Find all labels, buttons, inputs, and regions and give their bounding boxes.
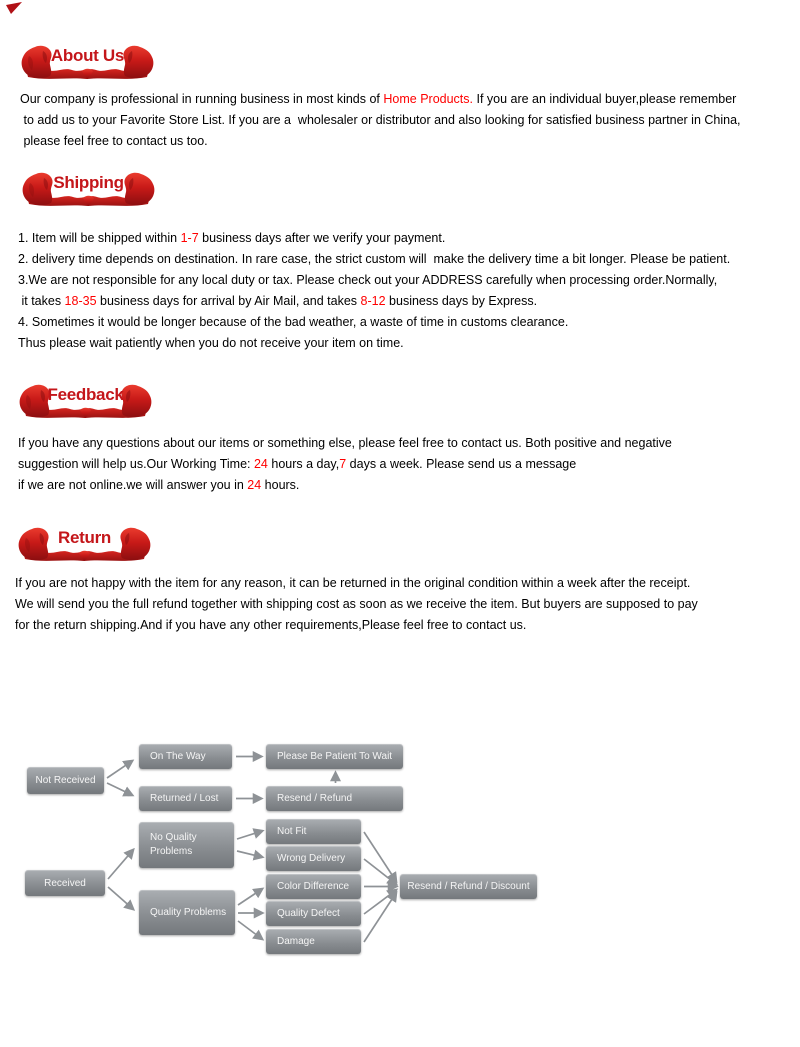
node-quality-defect: Quality Defect bbox=[266, 901, 361, 926]
node-no-quality-problems: No Quality Problems bbox=[139, 822, 234, 868]
return-title: Return bbox=[58, 528, 111, 547]
text-line: suggestion will help us.Our Working Time: 24 hours a day,7 days a week. Please send us a message bbox=[18, 457, 577, 471]
corner-ribbon-icon bbox=[6, 2, 26, 15]
about-us-banner bbox=[19, 44, 156, 81]
about-us-title: About Us bbox=[50, 46, 125, 65]
node-not-received: Not Received bbox=[27, 767, 104, 794]
flowchart-arrows bbox=[0, 735, 800, 975]
text-line: it takes 18-35 business days for arrival by Air Mail, and takes 8-12 business days by Express. bbox=[18, 294, 538, 308]
text-line: please feel free to contact us too. bbox=[20, 134, 208, 148]
text-line: for the return shipping.And if you have any other requirements,Please feel free to contact us. bbox=[15, 618, 527, 632]
node-resend-refund-discount: Resend / Refund / Discount bbox=[400, 874, 537, 899]
feedback-banner bbox=[17, 383, 154, 420]
node-wrong-delivery: Wrong Delivery bbox=[266, 846, 361, 871]
text-line: If you have any questions about our items or something else, please feel free to contact us. Both positive and negative bbox=[18, 436, 672, 450]
text-line: 1. Item will be shipped within 1-7 business days after we verify your payment. bbox=[18, 231, 446, 245]
text-line: 3.We are not responsible for any local duty or tax. Please check out your ADDRESS carefully when processing order.Normally, bbox=[18, 273, 718, 287]
text-line: We will send you the full refund together with shipping cost as soon as we receive the item. But buyers are supposed to pay bbox=[15, 597, 698, 611]
text-line: 4. Sometimes it would be longer because of the bad weather, a waste of time in customs clearance. bbox=[18, 315, 569, 329]
text-line: to add us to your Favorite Store List. If you are a wholesaler or distributor and also looking for satisfied business partner in China, bbox=[20, 113, 741, 127]
node-quality-problems: Quality Problems bbox=[139, 890, 235, 935]
shipping-paragraph bbox=[18, 228, 730, 354]
shipping-banner bbox=[20, 171, 157, 208]
return-paragraph bbox=[15, 573, 698, 636]
text-line: 2. delivery time depends on destination. In rare case, the strict custom will make the delivery time a bit longer. Please be patient. bbox=[18, 252, 731, 266]
text-line: If you are not happy with the item for any reason, it can be returned in the original condition within a week after the receipt. bbox=[15, 576, 691, 590]
node-received: Received bbox=[25, 870, 105, 896]
node-not-fit: Not Fit bbox=[266, 819, 361, 844]
text-line: Thus please wait patiently when you do not receive your item on time. bbox=[18, 336, 404, 350]
feedback-title: Feedback bbox=[47, 385, 124, 404]
node-on-the-way: On The Way bbox=[139, 744, 232, 769]
shipping-title: Shipping bbox=[53, 173, 124, 192]
order-resolution-flowchart bbox=[0, 735, 800, 975]
node-color-difference: Color Difference bbox=[266, 874, 361, 899]
node-please-be-patient: Please Be Patient To Wait bbox=[266, 744, 403, 769]
text-line: if we are not online.we will answer you in 24 hours. bbox=[18, 478, 300, 492]
node-returned-lost: Returned / Lost bbox=[139, 786, 232, 811]
about-us-paragraph bbox=[20, 89, 741, 152]
node-damage: Damage bbox=[266, 929, 361, 954]
text-line: Our company is professional in running business in most kinds of Home Products. If you are an individual buyer,please remember bbox=[20, 92, 737, 106]
node-resend-refund: Resend / Refund bbox=[266, 786, 403, 811]
return-banner bbox=[16, 526, 153, 563]
feedback-paragraph bbox=[18, 433, 672, 496]
